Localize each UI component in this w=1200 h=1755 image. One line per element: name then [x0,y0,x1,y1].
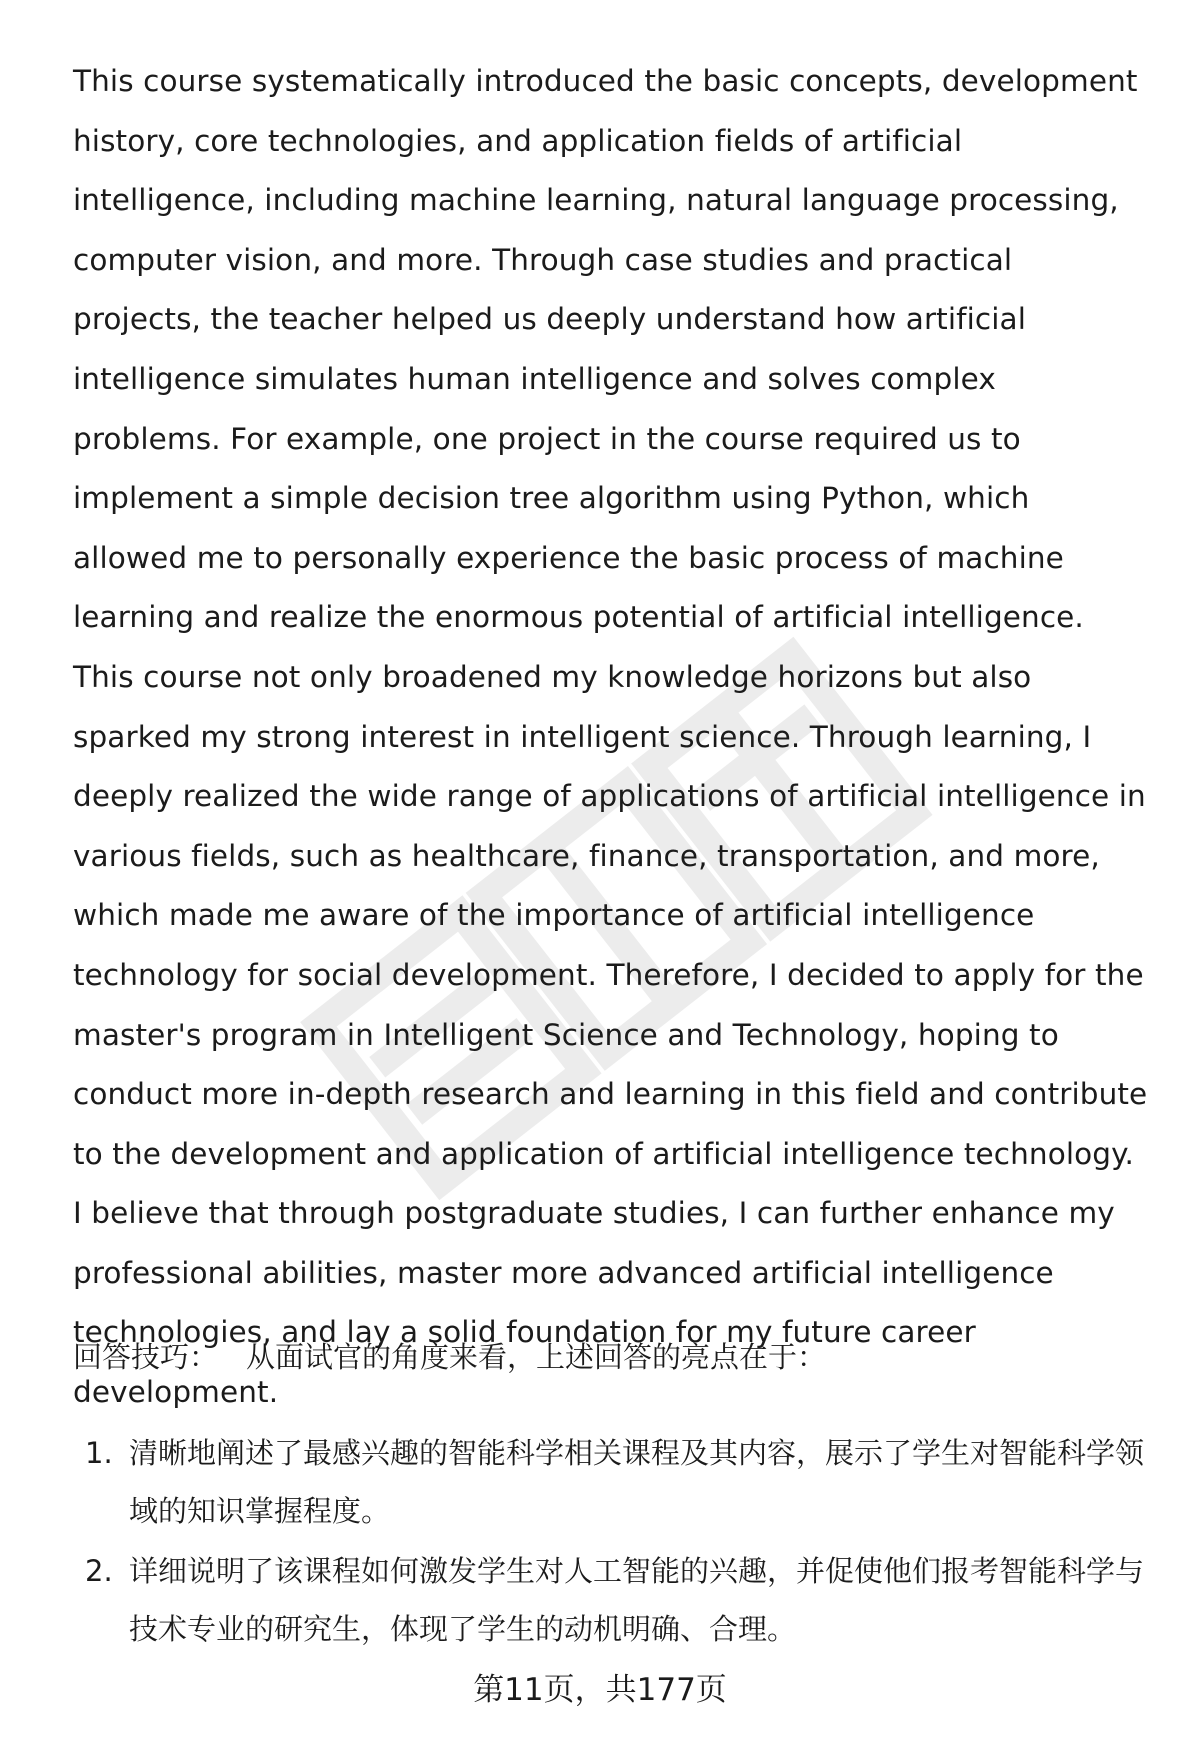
tips-list [73,1424,1148,1660]
list-item-number: 2. [85,1554,113,1588]
list-item [73,1542,1148,1658]
list-item-text: 清晰地阐述了最感兴趣的智能科学相关课程及其内容，展示了学生对智能科学领域的知识掌握程度。 [129,1436,1145,1528]
answer-tips-label: 回答技巧： [73,1340,219,1374]
body-paragraph: This course systematically introduced the basic concepts, development history, core technologies, and application fields of artificial intelligence, including machine learning, natural language processing, computer vision, and more. Through case studies and practical projects, the teacher helped us deeply understand how artificial intelligence simulates human intelligence and solves complex problems. For example, one project in the course required us to implement a simple decision tree algorithm using Python, which allowed me to personally experience the basic process of machine learning and realize the enormous potential of artificial intelligence. This course not only broadened my knowledge horizons but also sparked my strong interest in intelligent science. Through learning, I deeply realized the wide range of applications of artificial intelligence in various fields, such as healthcare, finance, transportation, and more, which made me aware of the importance of artificial intelligence technology for social development. Therefore, I decided to apply for the master's program in Intelligent Science and Technology, hoping to conduct more in-depth research and learning in this field and contribute to the development and application of artificial intelligence technology. I believe that through postgraduate studies, I can further enhance my professional abilities, master more advanced artificial intelligence technologies, and lay a solid foundation for my future career development. [73,64,1148,1410]
list-item-number: 1. [85,1436,113,1470]
list-item [73,1424,1148,1540]
page-number-footer: 第11页，共177页 [473,1672,727,1708]
answer-tips-intro: 从面试官的角度来看，上述回答的亮点在于： [246,1340,827,1374]
answer-tips-heading [73,1332,826,1382]
list-item-text: 详细说明了该课程如何激发学生对人工智能的兴趣，并促使他们报考智能科学与技术专业的研究生，体现了学生的动机明确、合理。 [129,1554,1145,1646]
